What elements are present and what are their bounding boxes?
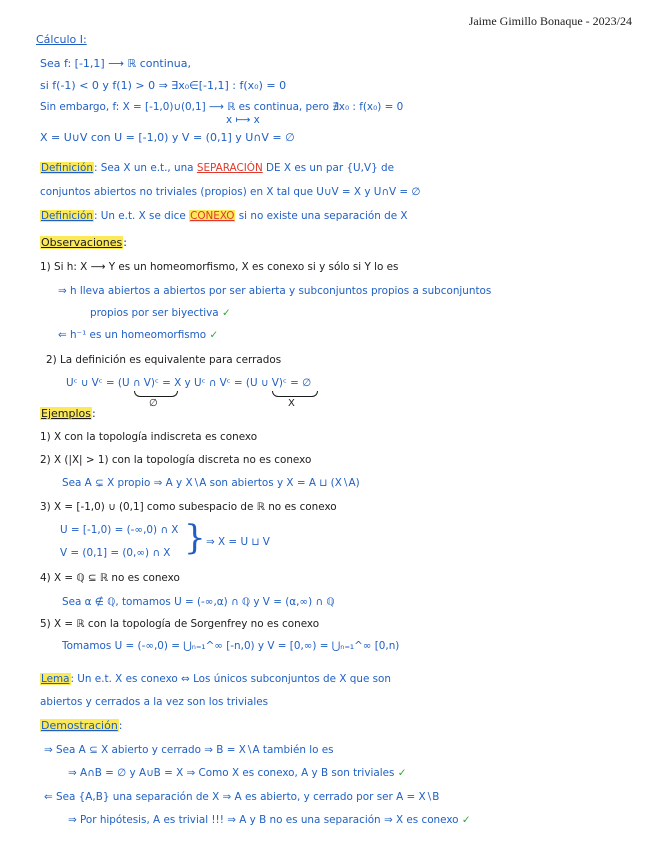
definition-label: Definición	[41, 162, 93, 174]
checkmark-icon: ✓	[397, 767, 407, 779]
text-line-4: X = U∪V con U = [-1,0) y V = (0,1] y U∩V = ∅	[40, 131, 295, 144]
lemma-label: Lema	[41, 673, 70, 685]
underbrace-1-label: ∅	[149, 398, 158, 409]
example-2: 2) X (|X| > 1) con la topología discreta no es conexo	[40, 454, 312, 466]
definition-separation-cont: conjuntos abiertos no triviales (propios) en X tal que U∪V = X y U∩V = ∅	[40, 186, 421, 198]
proof-colon: :	[118, 719, 123, 732]
observation-text: propios por ser biyectiva	[90, 307, 219, 319]
checkmark-icon: ✓	[461, 814, 471, 826]
observations-colon: :	[123, 236, 127, 249]
observations-label: Observaciones	[41, 236, 123, 249]
text-line-3-mapping: x ⟼ x	[226, 114, 260, 126]
observation-1-backward	[58, 330, 218, 342]
example-1: 1) X con la topología indiscreta es conexo	[40, 431, 258, 443]
definition-separation	[40, 163, 394, 175]
observation-2-formula: Uᶜ ∪ Vᶜ = (U ∩ V)ᶜ = X y Uᶜ ∩ Vᶜ = (U ∪ V)ᶜ = ∅	[66, 377, 312, 389]
examples-colon: :	[92, 407, 96, 420]
example-4-detail: Sea α ∉ ℚ, tomamos U = (-∞,α) ∩ ℚ y V = (α,∞) ∩ ℚ	[62, 596, 335, 608]
definition-text: : Un e.t. X se dice	[93, 210, 190, 222]
underbrace-2	[272, 391, 318, 397]
definition-text: DE X es un par {U,V} de	[262, 162, 394, 174]
observation-1-forward-cont	[90, 308, 231, 320]
separation-term: SEPARACIÓN	[196, 162, 263, 174]
example-3-conclusion: ⇒ X = U ⊔ V	[206, 536, 270, 548]
proof-text: ⇒ A∩B = ∅ y A∪B = X ⇒ Como X es conexo, A y B son triviales	[68, 767, 395, 779]
connected-term: CONEXO	[190, 210, 235, 222]
header-author: Jaime Gimillo Bonaque - 2023/24	[468, 14, 632, 28]
underbrace-2-label: X	[288, 398, 295, 409]
curly-brace-icon: }	[184, 518, 206, 558]
lemma	[40, 674, 391, 686]
definition-text: si no existe una separación de X	[235, 210, 408, 222]
example-3-u: U = [-1,0) = (-∞,0) ∩ X	[60, 524, 179, 536]
section-title: Cálculo I:	[36, 33, 87, 46]
observation-2: 2) La definición es equivalente para cerrados	[46, 354, 282, 366]
text-line-1: Sea f: [-1,1] ⟶ ℝ continua,	[40, 57, 191, 70]
underbrace-1	[134, 391, 178, 397]
text-line-3: Sin embargo, f: X = [-1,0)∪(0,1] ⟶ ℝ es continua, pero ∄x₀ : f(x₀) = 0	[40, 101, 404, 113]
proof-backward-cont	[68, 815, 471, 827]
text-line-2: si f(-1) < 0 y f(1) > 0 ⇒ ∃x₀∈[-1,1] : f(x₀) = 0	[40, 79, 287, 92]
definition-connected	[40, 211, 408, 223]
observation-text: ⇐ h⁻¹ es un homeomorfismo	[58, 329, 207, 341]
proof-heading	[40, 720, 123, 733]
definition-label: Definición	[41, 210, 93, 222]
example-3-v: V = (0,1] = (0,∞) ∩ X	[60, 547, 171, 559]
observation-1-forward: ⇒ h lleva abiertos a abiertos por ser abierta y subconjuntos propios a subconjuntos	[58, 285, 492, 297]
example-2-detail: Sea A ⊊ X propio ⇒ A y X∖A son abiertos y X = A ⊔ (X∖A)	[62, 477, 360, 489]
checkmark-icon: ✓	[209, 329, 219, 341]
definition-text: : Sea X un e.t., una	[93, 162, 197, 174]
example-3: 3) X = [-1,0) ∪ (0,1] como subespacio de ℝ no es conexo	[40, 501, 337, 513]
lemma-text: : Un e.t. X es conexo ⇔ Los únicos subconjuntos de X que son	[70, 673, 391, 685]
observation-1: 1) Si h: X ⟶ Y es un homeomorfismo, X es conexo si y sólo si Y lo es	[40, 261, 399, 273]
proof-forward-cont	[68, 768, 406, 780]
observations-heading	[40, 237, 127, 250]
lemma-cont: abiertos y cerrados a la vez son los triviales	[40, 696, 269, 708]
proof-label: Demostración	[41, 719, 118, 732]
example-4: 4) X = ℚ ⊆ ℝ no es conexo	[40, 572, 180, 584]
proof-forward: ⇒ Sea A ⊆ X abierto y cerrado ⇒ B = X∖A también lo es	[44, 744, 334, 756]
examples-heading	[40, 408, 96, 421]
proof-backward: ⇐ Sea {A,B} una separación de X ⇒ A es abierto, y cerrado por ser A = X∖B	[44, 791, 440, 803]
checkmark-icon: ✓	[222, 307, 231, 319]
example-5-detail: Tomamos U = (-∞,0) = ⋃ₙ₌₁^∞ [-n,0) y V = [0,∞) = ⋃ₙ₌₁^∞ [0,n)	[62, 640, 400, 652]
proof-text: ⇒ Por hipótesis, A es trivial !!! ⇒ A y B no es una separación ⇒ X es conexo	[68, 814, 459, 826]
example-5: 5) X = ℝ con la topología de Sorgenfrey no es conexo	[40, 618, 320, 630]
examples-label: Ejemplos	[41, 407, 91, 420]
